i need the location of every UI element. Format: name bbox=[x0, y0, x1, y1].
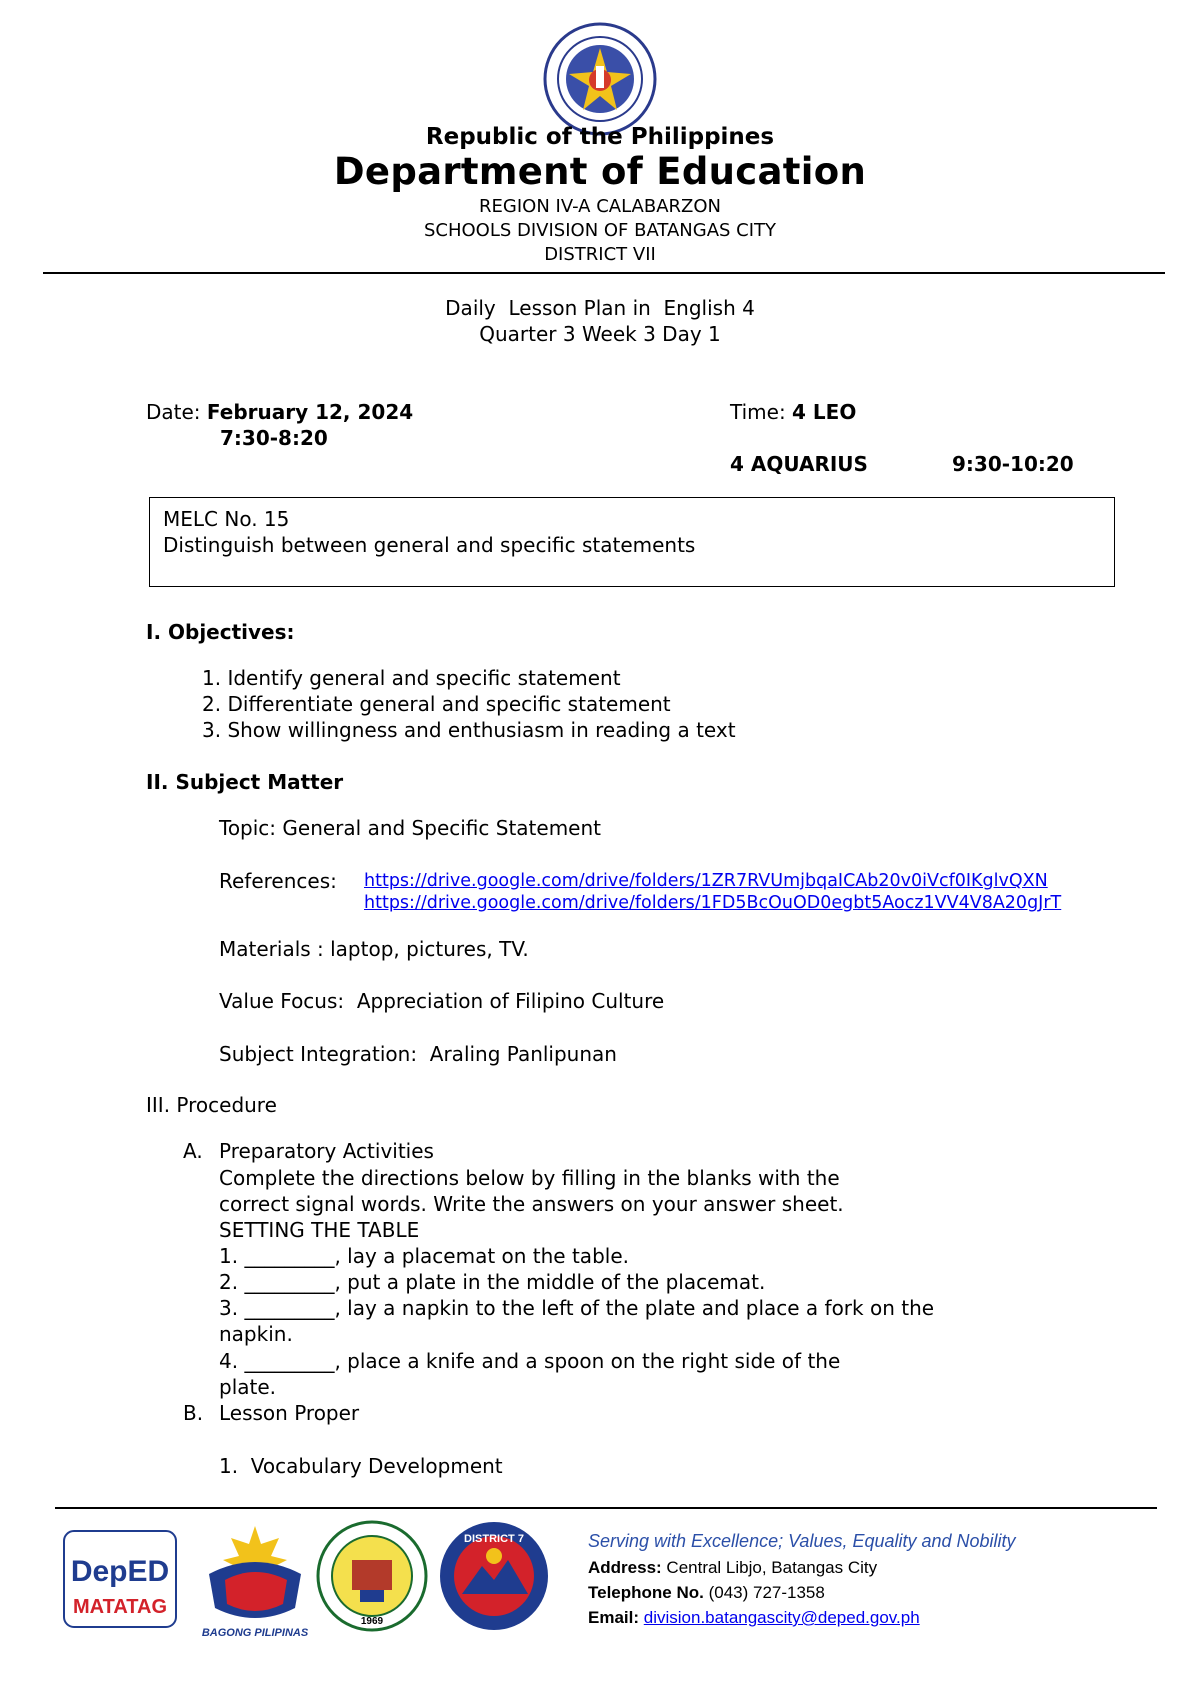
matatag-logo-text: MATATAG bbox=[72, 1596, 168, 1618]
integration-line: Subject Integration: Araling Panlipunan bbox=[219, 1042, 617, 1066]
division-seal-year: 1969 bbox=[360, 1616, 384, 1627]
procedure-a-label: A. bbox=[183, 1139, 203, 1163]
reference-link-1[interactable]: https://drive.google.com/drive/folders/1ZR7RVUmjbqaICAb20v0iVcf0IKglvQXN bbox=[364, 871, 1048, 891]
time-slot-1: 7:30-8:20 bbox=[220, 426, 328, 450]
procedure-line: Complete the directions below by filling in the blanks with the bbox=[219, 1166, 840, 1190]
procedure-line: SETTING THE TABLE bbox=[219, 1218, 420, 1242]
division-line: SCHOOLS DIVISION OF BATANGAS CITY bbox=[423, 220, 777, 241]
address-value: Central Libjo, Batangas City bbox=[661, 1558, 878, 1577]
procedure-line: correct signal words. Write the answers on your answer sheet. bbox=[219, 1192, 844, 1216]
time-label: Time: bbox=[730, 400, 793, 424]
phone-value: (043) 727-1358 bbox=[703, 1583, 825, 1602]
date-row bbox=[146, 400, 413, 424]
section-1: 4 LEO bbox=[792, 400, 857, 424]
reference-link-2[interactable]: https://drive.google.com/drive/folders/1FD5BcOuOD0egbt5Aocz1VV4V8A20gJrT bbox=[364, 893, 1062, 913]
procedure-line: 1. _________, lay a placemat on the table. bbox=[219, 1244, 629, 1268]
district-line: DISTRICT VII bbox=[544, 244, 656, 265]
district-seven-logo bbox=[438, 1520, 550, 1632]
footer-divider bbox=[55, 1507, 1157, 1509]
melc-title: MELC No. 15 bbox=[163, 507, 290, 531]
deped-seal-logo bbox=[543, 22, 657, 136]
procedure-a-title: Preparatory Activities bbox=[219, 1139, 434, 1163]
lesson-title: Daily Lesson Plan in English 4 bbox=[445, 296, 755, 320]
date-label: Date: bbox=[146, 400, 207, 424]
procedure-line: plate. bbox=[219, 1375, 277, 1399]
email-label: Email: bbox=[588, 1608, 640, 1627]
republic-heading: Republic of the Philippines bbox=[425, 124, 775, 150]
materials-line: Materials : laptop, pictures, TV. bbox=[219, 937, 529, 961]
header-divider bbox=[43, 272, 1165, 274]
department-heading: Department of Education bbox=[333, 150, 867, 193]
bagong-pilipinas-logo bbox=[195, 1520, 315, 1640]
procedure-b-label: B. bbox=[183, 1401, 204, 1425]
subject-matter-heading: II. Subject Matter bbox=[146, 770, 344, 794]
footer-phone bbox=[588, 1583, 825, 1603]
section-2: 4 AQUARIUS bbox=[730, 452, 868, 476]
procedure-line: 4. _________, place a knife and a spoon on the right side of the bbox=[219, 1349, 841, 1373]
district-logo-text: DISTRICT 7 bbox=[464, 1533, 524, 1545]
objectives-heading: I. Objectives: bbox=[146, 620, 295, 644]
region-line: REGION IV-A CALABARZON bbox=[479, 196, 721, 217]
division-seal-logo bbox=[316, 1520, 428, 1632]
date-value: February 12, 2024 bbox=[206, 400, 414, 424]
address-label: Address: bbox=[588, 1558, 662, 1577]
phone-label: Telephone No. bbox=[588, 1583, 704, 1602]
time-row bbox=[730, 400, 856, 424]
melc-text: Distinguish between general and specific statements bbox=[163, 533, 696, 557]
objective-item: 3. Show willingness and enthusiasm in reading a text bbox=[202, 718, 736, 742]
procedure-heading: III. Procedure bbox=[146, 1093, 277, 1117]
deped-logo-text: DepED bbox=[70, 1555, 170, 1588]
objective-item: 1. Identify general and specific statement bbox=[202, 666, 621, 690]
topic-line: Topic: General and Specific Statement bbox=[219, 816, 602, 840]
footer-email bbox=[588, 1608, 920, 1628]
deped-matatag-logo bbox=[60, 1525, 180, 1635]
bagong-pilipinas-text: BAGONG PILIPINAS bbox=[201, 1627, 309, 1639]
vocabulary-item: 1. Vocabulary Development bbox=[219, 1454, 503, 1478]
procedure-b-title: Lesson Proper bbox=[219, 1401, 360, 1425]
footer-address bbox=[588, 1558, 877, 1578]
procedure-line: 3. _________, lay a napkin to the left of the plate and place a fork on the bbox=[219, 1296, 935, 1320]
footer-motto: Serving with Excellence; Values, Equality and Nobility bbox=[588, 1531, 1016, 1551]
objective-item: 2. Differentiate general and specific statement bbox=[202, 692, 671, 716]
value-focus-line: Value Focus: Appreciation of Filipino Culture bbox=[219, 989, 665, 1013]
procedure-line: 2. _________, put a plate in the middle of the placemat. bbox=[219, 1270, 766, 1294]
references-label: References: bbox=[219, 869, 337, 893]
time-slot-2: 9:30-10:20 bbox=[952, 452, 1074, 476]
lesson-subtitle: Quarter 3 Week 3 Day 1 bbox=[479, 322, 721, 346]
procedure-line: napkin. bbox=[219, 1322, 293, 1346]
email-link[interactable]: division.batangascity@deped.gov.ph bbox=[643, 1608, 920, 1627]
